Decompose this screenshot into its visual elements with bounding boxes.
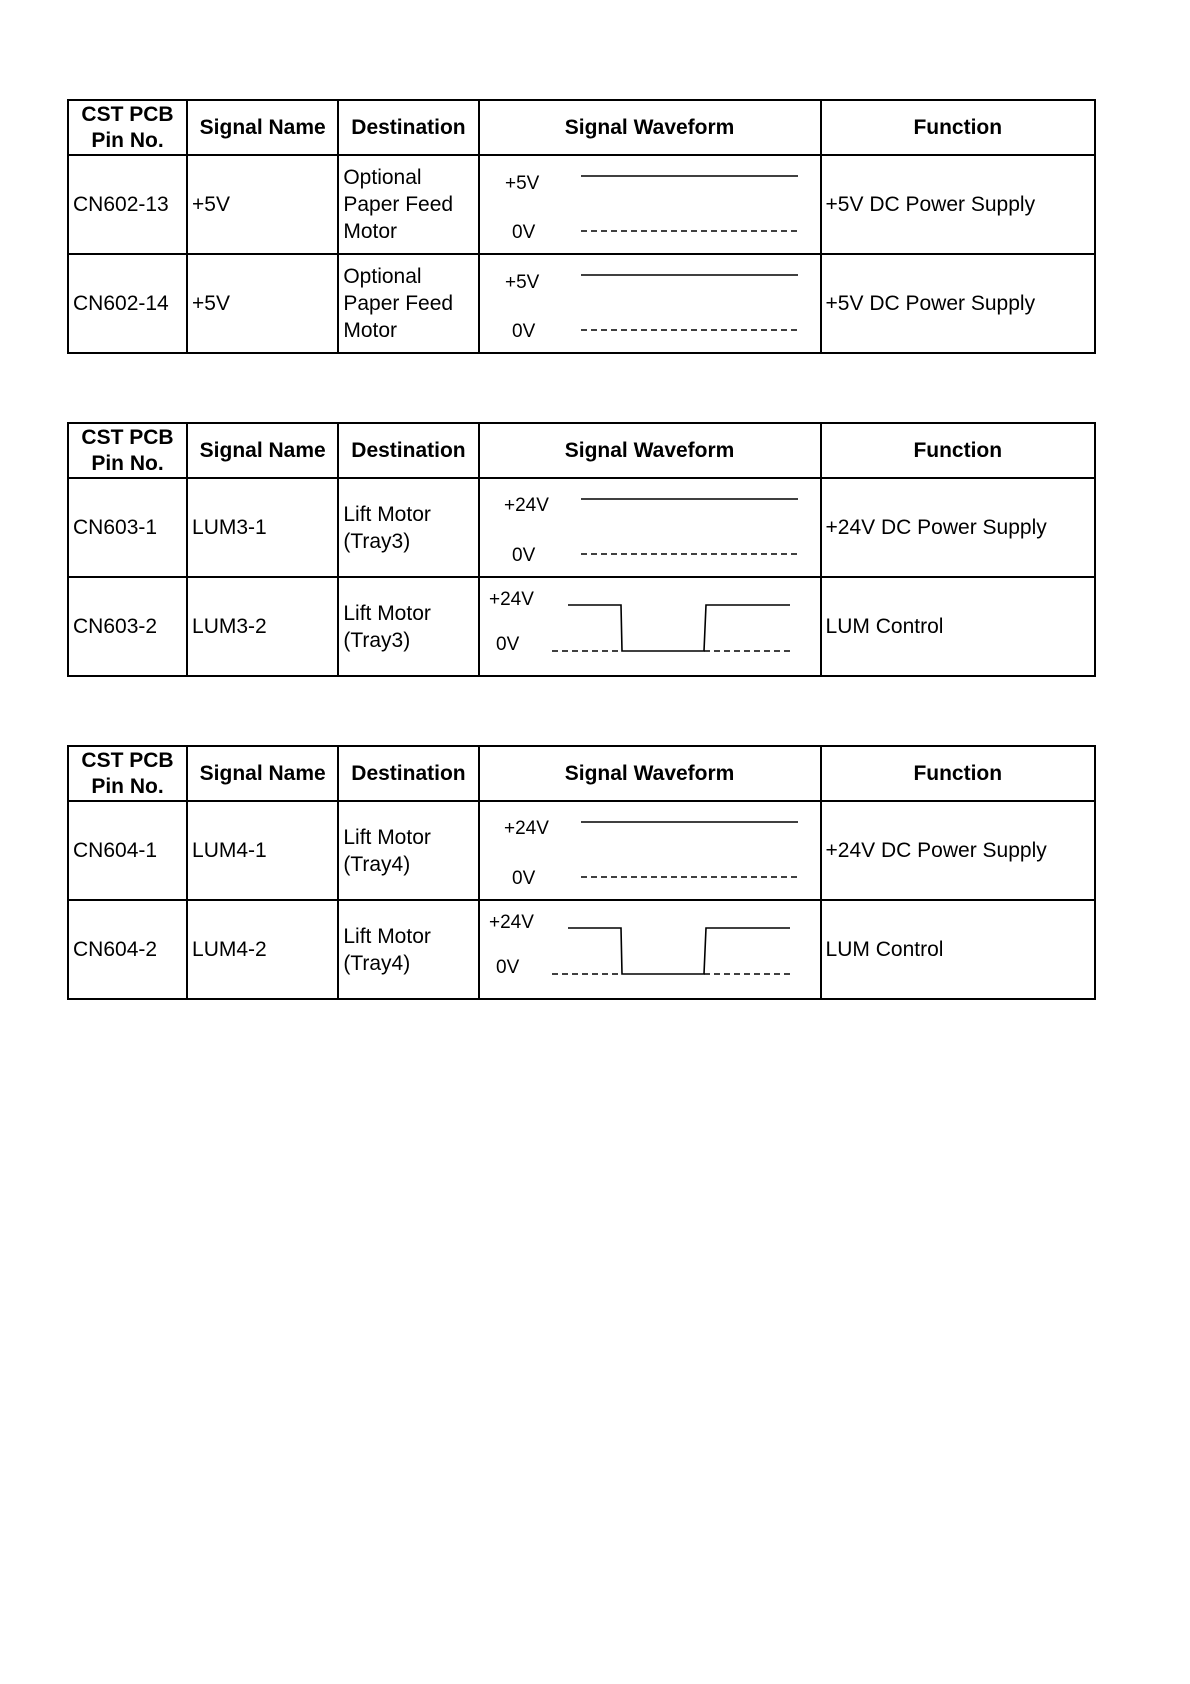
header-pin-no: CST PCB Pin No. xyxy=(68,423,187,478)
waveform-cell xyxy=(479,478,821,577)
header-signal-waveform: Signal Waveform xyxy=(479,746,821,801)
wave-low-label: 0V xyxy=(495,957,519,978)
function-cell: +5V DC Power Supply xyxy=(821,155,1095,254)
signal-name-cell: LUM4-1 xyxy=(187,801,338,900)
waveform-cell xyxy=(479,155,821,254)
dc-waveform xyxy=(480,255,819,352)
wave-low-label: 0V xyxy=(511,222,535,243)
function-cell: +5V DC Power Supply xyxy=(821,254,1095,353)
wave-low-label: 0V xyxy=(495,634,519,655)
signal-table-1 xyxy=(67,99,1096,354)
wave-low-label: 0V xyxy=(511,868,535,889)
wave-high-label: +24V xyxy=(503,495,549,516)
header-function: Function xyxy=(821,423,1095,478)
wave-pulse-line xyxy=(568,605,790,651)
waveform-cell xyxy=(479,577,821,676)
table-header-row xyxy=(68,423,1095,478)
header-signal-name: Signal Name xyxy=(187,100,338,155)
header-signal-name: Signal Name xyxy=(187,746,338,801)
table-header-row xyxy=(68,100,1095,155)
destination-cell: Optional Paper Feed Motor xyxy=(338,155,478,254)
wave-low-label: 0V xyxy=(511,321,535,342)
table-row xyxy=(68,478,1095,577)
wave-high-label: +5V xyxy=(504,272,539,293)
signal-name-cell: +5V xyxy=(187,155,338,254)
signal-name-cell: LUM3-2 xyxy=(187,577,338,676)
header-signal-waveform: Signal Waveform xyxy=(479,423,821,478)
waveform-cell xyxy=(479,254,821,353)
header-destination: Destination xyxy=(338,746,478,801)
dc-waveform xyxy=(480,156,819,253)
table-row xyxy=(68,155,1095,254)
header-function: Function xyxy=(821,746,1095,801)
destination-cell: Optional Paper Feed Motor xyxy=(338,254,478,353)
destination-cell: Lift Motor (Tray3) xyxy=(338,478,478,577)
header-function: Function xyxy=(821,100,1095,155)
destination-cell: Lift Motor (Tray4) xyxy=(338,900,478,999)
table-header-row xyxy=(68,746,1095,801)
wave-pulse-line xyxy=(568,928,790,974)
signal-name-cell: LUM4-2 xyxy=(187,900,338,999)
destination-cell: Lift Motor (Tray3) xyxy=(338,577,478,676)
header-pin-no: CST PCB Pin No. xyxy=(68,100,187,155)
function-cell: +24V DC Power Supply xyxy=(821,801,1095,900)
table-row xyxy=(68,254,1095,353)
header-signal-name: Signal Name xyxy=(187,423,338,478)
signal-table-2 xyxy=(67,422,1096,677)
wave-low-label: 0V xyxy=(511,545,535,566)
pin-cell: CN604-1 xyxy=(68,801,187,900)
destination-cell: Lift Motor (Tray4) xyxy=(338,801,478,900)
signal-name-cell: LUM3-1 xyxy=(187,478,338,577)
pin-cell: CN602-14 xyxy=(68,254,187,353)
pin-cell: CN604-2 xyxy=(68,900,187,999)
header-signal-waveform: Signal Waveform xyxy=(479,100,821,155)
table-row xyxy=(68,577,1095,676)
wave-high-label: +24V xyxy=(488,912,534,933)
function-cell: LUM Control xyxy=(821,577,1095,676)
function-cell: LUM Control xyxy=(821,900,1095,999)
header-destination: Destination xyxy=(338,100,478,155)
waveform-cell xyxy=(479,801,821,900)
function-cell: +24V DC Power Supply xyxy=(821,478,1095,577)
table-row xyxy=(68,801,1095,900)
wave-high-label: +5V xyxy=(504,173,539,194)
pulse-waveform xyxy=(480,901,819,998)
header-pin-no: CST PCB Pin No. xyxy=(68,746,187,801)
dc-waveform xyxy=(480,479,819,576)
header-destination: Destination xyxy=(338,423,478,478)
pulse-waveform xyxy=(480,578,819,675)
wave-high-label: +24V xyxy=(503,818,549,839)
dc-waveform xyxy=(480,802,819,899)
waveform-cell xyxy=(479,900,821,999)
signal-name-cell: +5V xyxy=(187,254,338,353)
table-row xyxy=(68,900,1095,999)
pin-cell: CN603-1 xyxy=(68,478,187,577)
pin-cell: CN603-2 xyxy=(68,577,187,676)
pin-cell: CN602-13 xyxy=(68,155,187,254)
signal-table-3 xyxy=(67,745,1096,1000)
wave-high-label: +24V xyxy=(488,589,534,610)
